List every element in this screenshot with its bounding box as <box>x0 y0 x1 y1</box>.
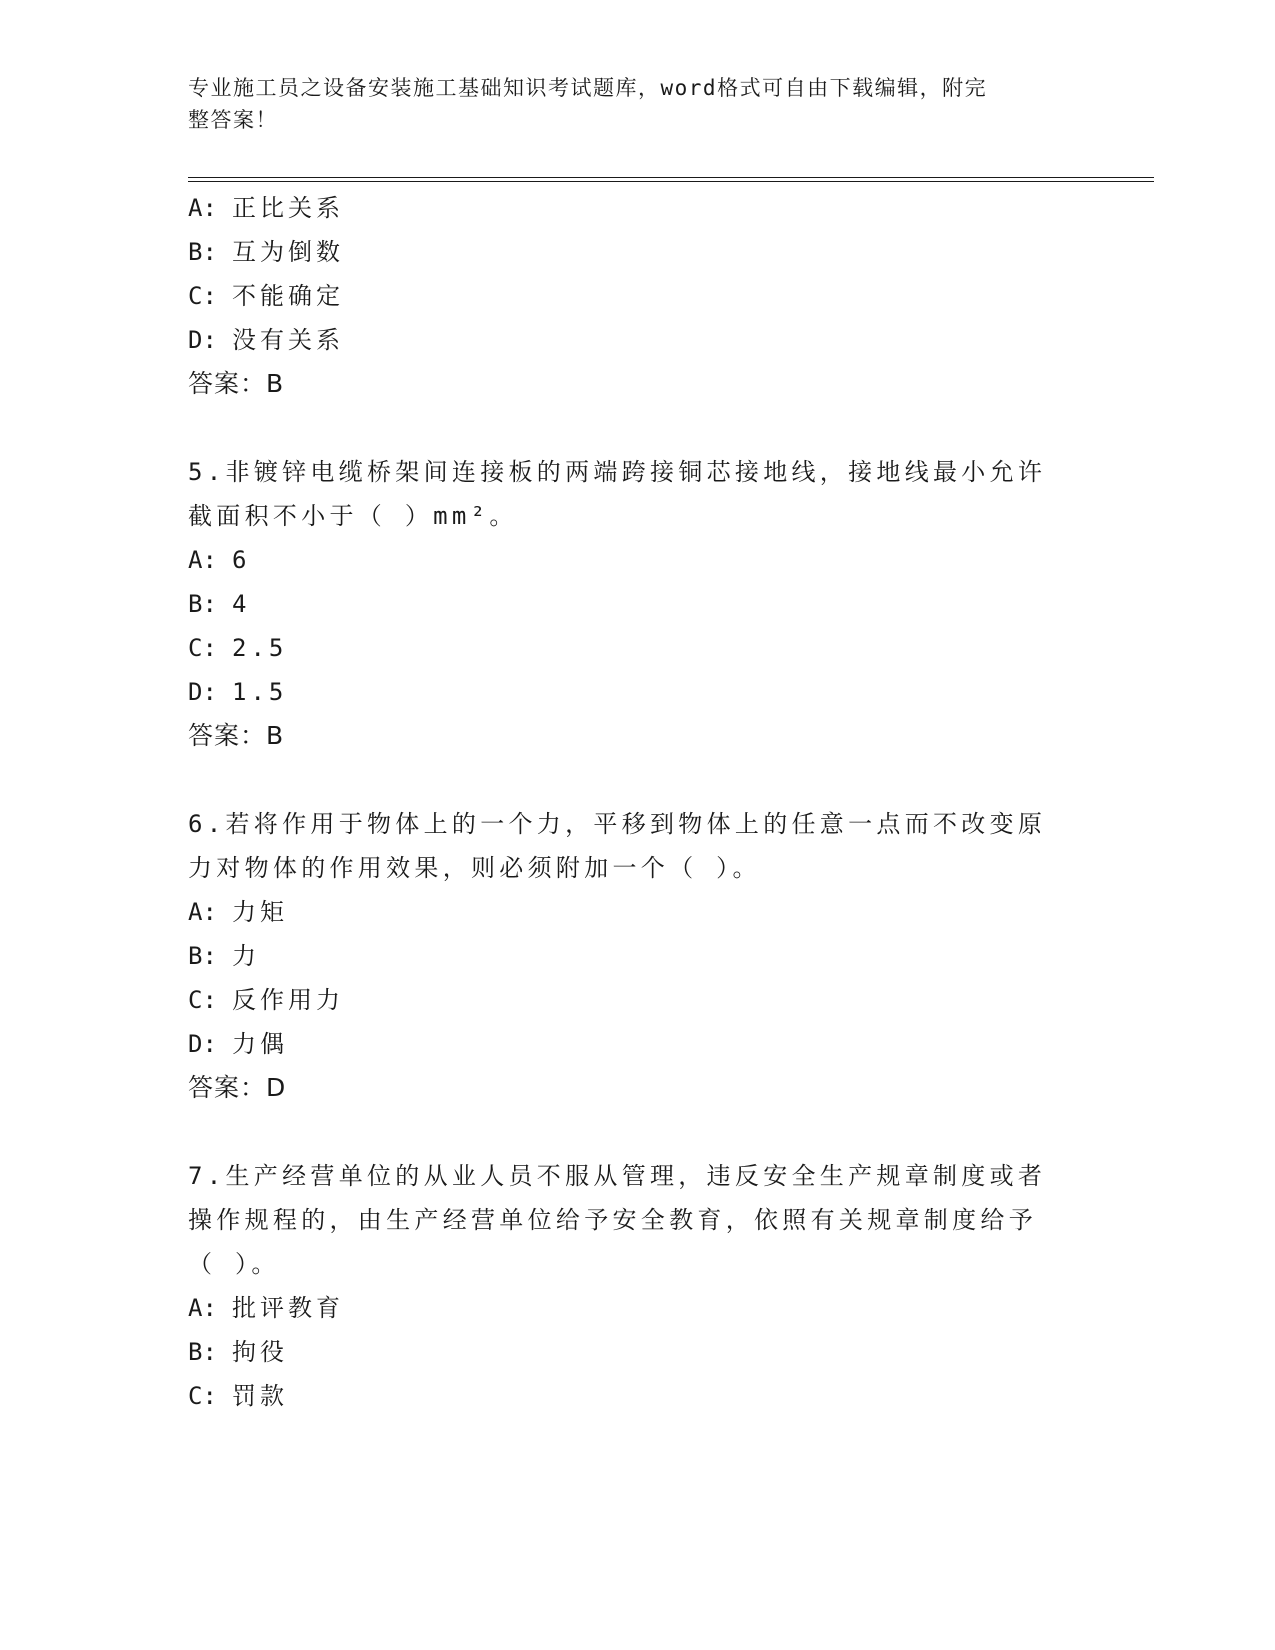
option-label: D: <box>188 1030 217 1058</box>
q6-answer: 答案：D <box>188 1073 287 1102</box>
q5-option-c <box>188 632 287 664</box>
option-text: 6 <box>232 546 251 574</box>
option-label: B: <box>188 238 217 266</box>
option-label: A: <box>188 546 217 574</box>
option-label: C: <box>188 282 217 310</box>
option-label: D: <box>188 326 217 354</box>
q5-question-line-2: 截面积不小于（ ）mm²。 <box>188 502 518 530</box>
option-text: 2.5 <box>232 634 288 662</box>
option-label: A: <box>188 898 217 926</box>
option-text: 力 <box>232 942 260 970</box>
q4-option-d <box>188 324 344 356</box>
q6-option-a <box>188 896 288 928</box>
q4-option-b <box>188 236 344 268</box>
option-text: 反作用力 <box>232 986 344 1014</box>
option-text: 没有关系 <box>232 326 344 354</box>
q5-question-line-1: 5.非镀锌电缆桥架间连接板的两端跨接铜芯接地线，接地线最小允许 <box>188 458 1047 486</box>
header-rule-top <box>188 177 1154 178</box>
option-text: 力偶 <box>232 1030 288 1058</box>
header-rule-bottom <box>188 181 1154 182</box>
option-text: 不能确定 <box>232 282 344 310</box>
q7-question-line-2: 操作规程的，由生产经营单位给予安全教育，依照有关规章制度给予 <box>188 1206 1037 1234</box>
q5-option-d <box>188 676 287 708</box>
option-label: C: <box>188 634 217 662</box>
option-label: B: <box>188 1338 217 1366</box>
q6-question-line-2: 力对物体的作用效果，则必须附加一个（ ）。 <box>188 854 761 882</box>
document-header <box>188 72 1068 136</box>
q6-question-line-1: 6.若将作用于物体上的一个力，平移到物体上的任意一点而不改变原 <box>188 810 1047 838</box>
q7-question-line-3: （ ）。 <box>188 1250 280 1278</box>
q4-option-a <box>188 192 344 224</box>
option-text: 互为倒数 <box>232 238 344 266</box>
q6-option-c <box>188 984 344 1016</box>
q5-option-b <box>188 588 250 620</box>
header-title-line-1: 专业施工员之设备安装施工基础知识考试题库，word格式可自由下载编辑，附完 <box>188 76 988 100</box>
option-label: D: <box>188 678 217 706</box>
q7-option-b <box>188 1336 288 1368</box>
option-label: A: <box>188 194 217 222</box>
q7-option-c <box>188 1380 288 1412</box>
option-text: 4 <box>232 590 251 618</box>
q7-question-line-1: 7.生产经营单位的从业人员不服从管理，违反安全生产规章制度或者 <box>188 1162 1047 1190</box>
option-label: A: <box>188 1294 217 1322</box>
q4-option-c <box>188 280 344 312</box>
option-text: 力矩 <box>232 898 288 926</box>
option-text: 1.5 <box>232 678 288 706</box>
option-label: B: <box>188 590 217 618</box>
q5-option-a <box>188 544 250 576</box>
q6-option-b <box>188 940 260 972</box>
header-title-line-2: 整答案！ <box>188 108 278 132</box>
q7-option-a <box>188 1292 344 1324</box>
option-label: C: <box>188 986 217 1014</box>
option-text: 批评教育 <box>232 1294 344 1322</box>
option-text: 拘役 <box>232 1338 288 1366</box>
q6-option-d <box>188 1028 288 1060</box>
option-label: B: <box>188 942 217 970</box>
q5-answer: 答案：B <box>188 721 285 750</box>
option-text: 罚款 <box>232 1382 288 1410</box>
option-label: C: <box>188 1382 217 1410</box>
q4-answer: 答案：B <box>188 369 285 398</box>
option-text: 正比关系 <box>232 194 344 222</box>
